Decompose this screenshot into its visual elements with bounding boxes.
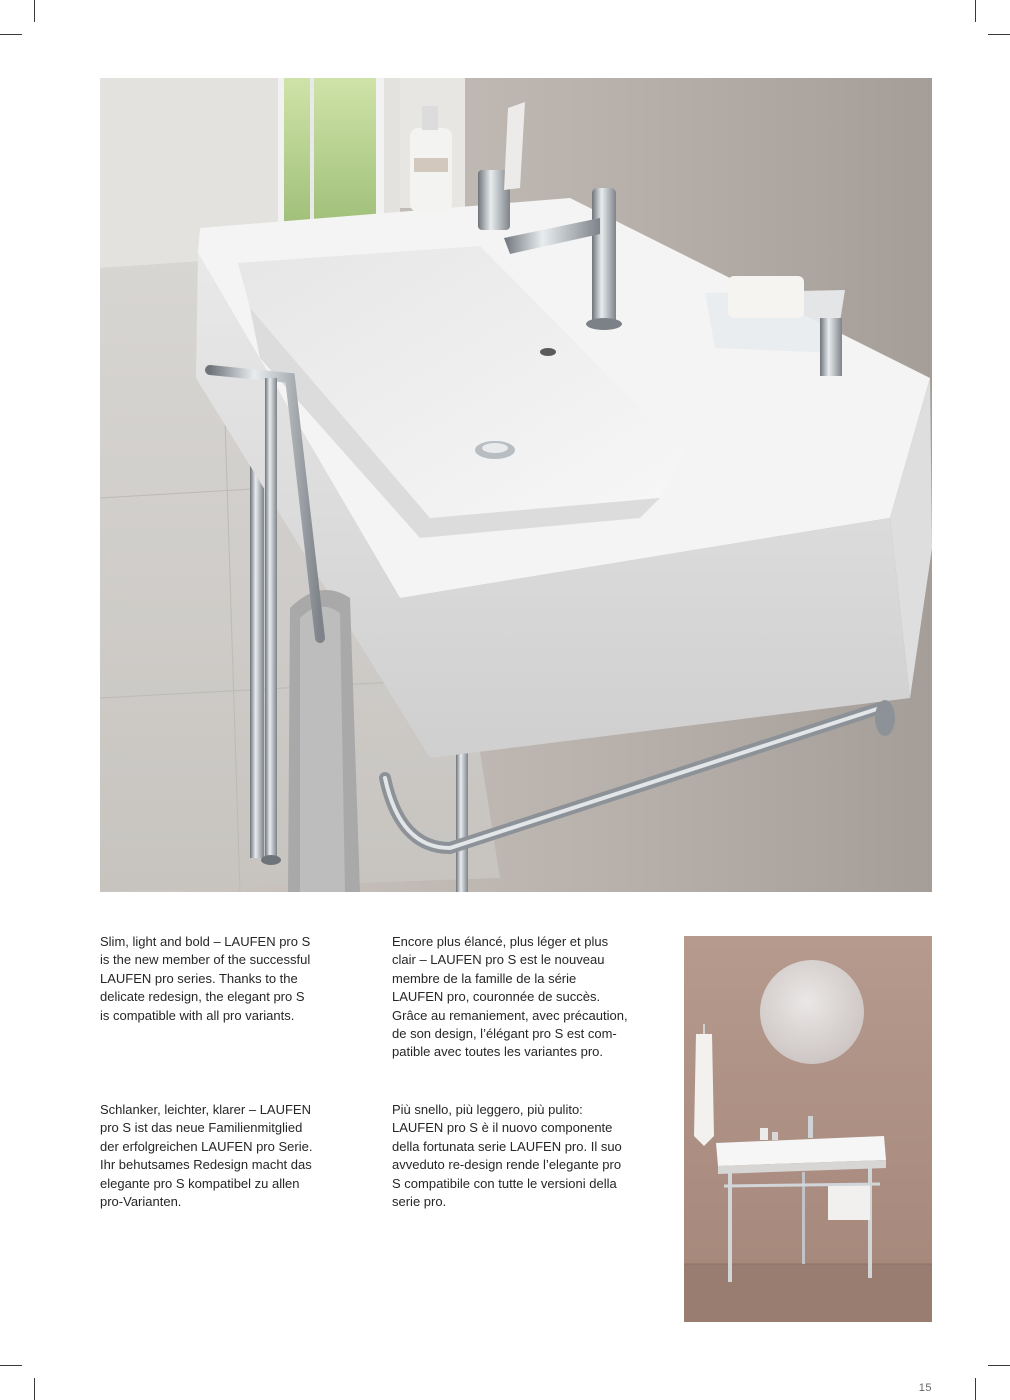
bathroom-photo bbox=[684, 936, 932, 1322]
crop-mark bbox=[34, 0, 35, 22]
bathroom-illustration bbox=[684, 936, 932, 1322]
crop-mark bbox=[34, 1378, 35, 1400]
crop-mark bbox=[988, 1365, 1010, 1366]
crop-mark bbox=[988, 34, 1010, 35]
paragraph-german: Schlanker, leichter, klarer – LAUFEN pro S ist das neue Familienmitglied der erfolgreichen LAUFEN pro Serie. Ihr behutsames Redesign macht das elegante pro S kompatibel zu allen pro-Varianten. bbox=[100, 1102, 313, 1210]
crop-mark bbox=[975, 0, 976, 22]
page-number: 15 bbox=[918, 1382, 932, 1394]
paragraph-english: Slim, light and bold – LAUFEN pro S is the new member of the successful LAUFEN pro series. Thanks to the delicate redesign, the elegant pro S is compatible with all pro variants. bbox=[100, 934, 311, 1023]
hero-photo bbox=[100, 78, 932, 892]
paragraph-italian: Più snello, più leggero, più pulito: LAUFEN pro S è il nuovo componente della fortunata serie LAUFEN pro. Il suo avveduto re-design rende l’elegante pro S compatibile con tutte le versioni della serie pro. bbox=[392, 1102, 622, 1210]
washbasin-illustration bbox=[100, 78, 932, 892]
crop-mark bbox=[975, 1378, 976, 1400]
crop-mark bbox=[0, 1365, 22, 1366]
crop-mark bbox=[0, 34, 22, 35]
paragraph-french: Encore plus élancé, plus léger et plus clair – LAUFEN pro S est le nouveau membre de la famille de la série LAUFEN pro, couronnée de succès. Grâce au remaniement, avec précaution, de son design, l’élégant pro S est com- patible avec toutes les variantes pro. bbox=[392, 934, 628, 1060]
